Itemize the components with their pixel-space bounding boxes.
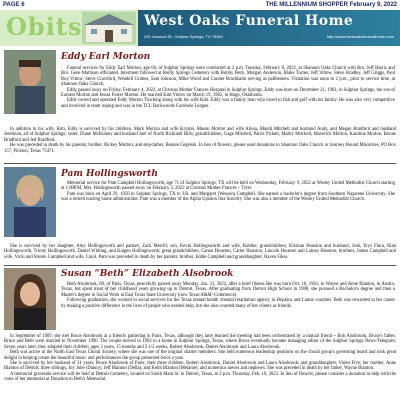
obit-body-bottom bbox=[4, 127, 396, 154]
portrait-pam-hollingsworth bbox=[4, 167, 56, 237]
obit-paragraph: Eddy passed away on Friday, February 4, 2022, at Christus Mother Frances Hospital in Sulphur Springs. Eddy was born on December 21, 1961, in Sulphur Springs, the son of Earnest Morton and Jessia Foster Morton. He married Kim Vittow on March 19, 1982, in Hugo, Oklahoma. bbox=[61, 87, 395, 99]
obit-name: Eddy Earl Morton bbox=[61, 52, 151, 62]
obit-body-top bbox=[61, 66, 395, 109]
obit-body-top bbox=[61, 282, 395, 309]
obit-paragraph: In addition to his wife, Kim, Eddy is survived by his children, Mark Morton and wife Krystal, Mason Morton and wife Alissa, Mandi Mitchell and husband Andy, and Megan Bradford and husband Jeremiah, all of Sulphur Springs; sister, Diane McKinney and husband Joel of North Richland Hills; grandchildren, Gage Mitchell, Parris Pickett, Mabry Mitchell, Maverick Morton, Karoline Morton, Boone Bradford and Jed Bradford. bbox=[4, 127, 396, 143]
funeral-home-website[interactable]: http://www.westoaksfuneralhome.com bbox=[326, 34, 394, 39]
section-title: Obits bbox=[6, 12, 83, 41]
page-header bbox=[0, 0, 400, 10]
obit-paragraph: Following graduation, she worked in social services for the Texas mental health /mental retardation agency in Hopkins and Lamar counties. Beth was rewarded in her career by making a positive difference in the lives of people who needed help, but she also counted many of her clients as friends. bbox=[61, 298, 395, 309]
funeral-home-banner bbox=[138, 10, 400, 46]
obit-paragraph: A memorial graveside service will be held at Detroit Cemetery, located on South Main St. in Detroit, Texas, at 2 p.m. Thursday, Feb. 10, 2022. In lieu of flowers, please consider a donation to help with the costs of her memorial at Donation to Beth's Memorial. bbox=[4, 371, 396, 383]
obit-body-bottom bbox=[4, 244, 396, 260]
obit-paragraph: Eddy owned and operated Eddy Morton Trucking along with his wife Kim. Eddy was a family man who loved to fish and golf with his family. He was also very competitive and involved in team roping and was in the TCL Backwoods Cornhole League. bbox=[61, 98, 395, 109]
divider bbox=[4, 265, 396, 266]
obit-name: Pam Hollingsworth bbox=[61, 169, 158, 179]
obit-paragraph: Pam was born on April 29, 1950 in Sulphur Springs, TX to J.R. and Margaret (Wesson) Campbell. She earned a bachelor's degree from Southern Nazarene University. She was a retired nursing home administrator. Pam was a member of the Alpha Upsilon Iota Sorority. She was also a member of the Wesley United Methodist Church. bbox=[61, 191, 395, 203]
obit-paragraph: Beth Alsobrook, 60, of Paris, Texas, peacefully passed away Monday, Jan. 31, 2022, after a brief illness.She was born Oct. 10, 1961, to Wayne and Anne Blanton, in Austin, Texas, but spent most of her childhood years growing up in Detroit, Texas. After graduating from Detroit High School in 1980, she pursued a Bachelor's degree and then a Master's degree in Social Work at East Texas State University (now Texas A&M~Commerce). bbox=[61, 282, 395, 298]
obit-paragraph: She is survived by her daughter, Amy Hollingsworth and partner, Zack Merrill; son, Kevin Hollingsworth and wife, Robbie; grandchildren, Kristian Houston and husband, Josh, Erys Flora, Rian Hollingsworth, Trinity Hollingsworth, Daniel Whiting, and Kaigen Hollingsworth; great grandchildren, Canon Houston, Carter Houston, Lincoln Houston and Lainey Houston; brothers, James Campbell and wife, Vicki and Steven Campbell and wife, Carol. Pam was preceded in death by her parents; brother, Eddie Campbell and granddaughter, Raven Fikes. bbox=[4, 244, 396, 260]
obits-banner bbox=[0, 10, 138, 46]
obit-paragraph: He was preceded in death by his parents; brother, Rickey Morton; and step-father, Bennie Cegelski. In lieu of flowers, please send donations to Shannon Oaks Church or Journey Bound Ministries, PO Box 157, Pickton, Texas 75471. bbox=[4, 143, 396, 154]
obit-name: Susan “Beth” Elizabeth Alsobrook bbox=[61, 269, 234, 279]
obit-body-top bbox=[61, 181, 395, 203]
divider bbox=[4, 163, 396, 164]
masthead bbox=[0, 10, 400, 46]
page-number: PAGE 6 bbox=[3, 2, 25, 8]
portrait-beth-alsobrook bbox=[4, 268, 56, 330]
obit-paragraph: In September of 1989, she met Bruce Alsobrook at a friend's gathering in Paris, Texas, although they later learned the meeting had been orchestrated by a mutual friend ~ Bob Alsobrook, Bruce's father. Bruce and Beth were married in November 1990. The couple moved in 1993 to a home in Sulphur Springs, Texas, where Bruce eventually became managing editor of the Sulphur Springs News-Telegram. Seven years later, they adopted their children, ages 2 years, 15 months and 2 1/2 weeks, Robert Alsobrook, Daniel Alsobrook and Laura Alsobrook. bbox=[4, 334, 396, 350]
obit-paragraph: Funeral services for Eddy Earl Morton, age 60, of Sulphur Springs were conducted at 2 p.m. Tuesday, February 8, 2022, at Shannon Oaks Church with Bro. Jeff Harris and Bro. Gene Mattison officiated. Interment followed at Reilly Springs Cemetery with Bobby Beck, Morgan Anderson, Blake Turner, Jeff Vittow, Steve Bradley, Jeff Griggs, Paul Roy Vittow, Steve Crawford, Wendell Grimes, Sam Johnson, Mike Wood and Conner Brackhahn serving as pallbearers. Visitation was noon to 2 p.m., prior to service time, at Shannon Oaks Church. bbox=[61, 66, 395, 88]
funeral-home-building-image bbox=[82, 12, 136, 44]
funeral-home-name: West Oaks Funeral Home bbox=[144, 13, 354, 29]
obit-paragraph: Beth was active in the North East Texas Choral Society, where she was one of the original charter members. She held numerous leadership positions on the choral group's governing board and took great delight in helping create the beautiful music and performances the group presented twice a year. bbox=[4, 350, 396, 361]
funeral-home-address: 200 Linwood St., Sulphur Springs, TX 75482 bbox=[144, 34, 223, 39]
obit-body-bottom bbox=[4, 334, 396, 383]
paper-name: THE MILLENNIUM SHOPPER February 9, 2022 bbox=[265, 2, 397, 8]
obit-paragraph: She is survived by her husband of 31 years, Bruce Alsobrook of Paris; their three children, Robert Alsobrook, Daniel Alsobrook and Laura Alsobrook; and granddaughter, Violet Frye; her mother, Anne Blanton of Detroit; three siblings, Joy Jobe (Danny), Jeff Blanton (Della), and Keith Blanton (Melanie); and numerous nieces and nephews. She was preceded in death by her father, Wayne Blanton. bbox=[4, 361, 396, 372]
portrait-eddy-morton bbox=[4, 50, 56, 114]
obit-paragraph: Memorial service for Pam Campbell Hollingsworth, age 71 of Sulphur Springs, TX will be held on Wednesday, February 9, 2022 at Wesley United Methodist Church starting at 1:00P.M. Mrs. Hollingsworth passed away on February 3, 2022 at Christus Mother Frances ~ Tyler. bbox=[61, 181, 395, 192]
